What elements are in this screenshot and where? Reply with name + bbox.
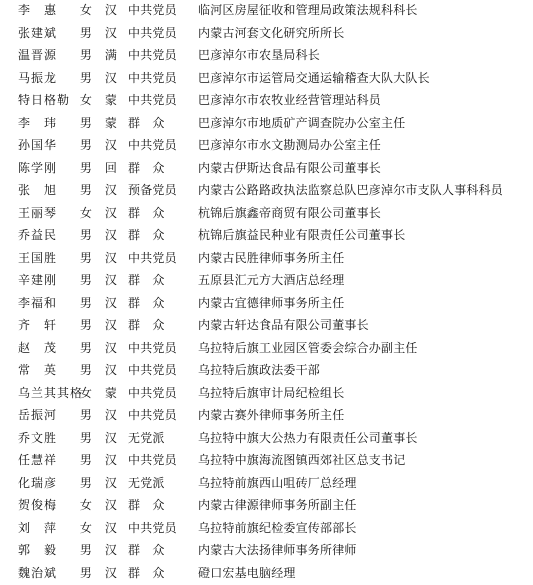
member-gender: 男 [78,26,94,41]
member-party: 中共党员 [128,453,194,468]
member-position: 内蒙古宜德律师事务所主任 [198,296,344,311]
member-party: 中共党员 [128,521,194,536]
list-item [0,23,533,46]
member-gender: 男 [78,273,94,288]
member-name: 赵 茂 [18,341,80,356]
list-item [0,180,533,203]
member-ethnicity: 汉 [103,251,119,266]
member-position: 乌拉特前旗西山咀砖厂总经理 [198,476,357,491]
member-party: 群 众 [128,116,194,131]
member-party: 中共党员 [128,48,194,63]
member-ethnicity: 汉 [103,206,119,221]
member-gender: 男 [78,341,94,356]
member-name: 张建斌 [18,26,80,41]
member-gender: 男 [78,476,94,491]
member-gender: 女 [78,206,94,221]
member-gender: 男 [78,318,94,333]
member-gender: 男 [78,251,94,266]
member-party: 中共党员 [128,251,194,266]
member-gender: 女 [78,521,94,536]
list-item [0,0,533,23]
member-position: 巴彦淖尔市运管局交通运输稽查大队大队长 [198,71,430,86]
member-name: 乔益民 [18,228,80,243]
member-name: 李福和 [18,296,80,311]
member-gender: 男 [78,138,94,153]
list-item [0,158,533,181]
member-position: 杭锦后旗益民种业有限责任公司董事长 [198,228,405,243]
member-position: 临河区房屋征收和管理局政策法规科科长 [198,3,418,18]
member-gender: 女 [78,3,94,18]
list-item [0,203,533,226]
member-position: 内蒙古轩达食品有限公司董事长 [198,318,369,333]
list-item [0,68,533,91]
member-ethnicity: 蒙 [103,116,119,131]
member-gender: 男 [78,431,94,446]
member-position: 内蒙古公路路政执法监察总队巴彦淖尔市支队人事科科员 [198,183,503,198]
member-position: 巴彦淖尔市地质矿产调查院办公室主任 [198,116,405,131]
list-item [0,270,533,293]
member-position: 乌拉特中旗海流图镇西郊社区总支书记 [198,453,405,468]
member-name: 贺俊梅 [18,498,80,513]
member-party: 无党派 [128,476,194,491]
member-party: 中共党员 [128,408,194,423]
member-position: 巴彦淖尔市农牧业经营管理站科员 [198,93,381,108]
member-name: 李 惠 [18,3,80,18]
member-ethnicity: 汉 [103,3,119,18]
member-party: 群 众 [128,566,194,581]
member-position: 内蒙古律源律师事务所副主任 [198,498,357,513]
member-gender: 男 [78,71,94,86]
member-ethnicity: 汉 [103,363,119,378]
member-name: 马振龙 [18,71,80,86]
member-name: 刘 萍 [18,521,80,536]
list-item [0,293,533,316]
member-position: 乌拉特后旗工业园区管委会综合办副主任 [198,341,418,356]
member-gender: 男 [78,116,94,131]
member-ethnicity: 蒙 [103,93,119,108]
member-ethnicity: 汉 [103,296,119,311]
member-name: 化瑞彦 [18,476,80,491]
member-name: 郭 毅 [18,543,80,558]
member-party: 群 众 [128,296,194,311]
list-item [0,540,533,563]
list-item [0,428,533,451]
member-position: 内蒙古赛外律师事务所主任 [198,408,344,423]
member-ethnicity: 汉 [103,521,119,536]
list-item [0,113,533,136]
member-gender: 男 [78,48,94,63]
list-item [0,315,533,338]
list-item [0,563,533,585]
member-party: 中共党员 [128,71,194,86]
member-ethnicity: 汉 [103,543,119,558]
list-item [0,495,533,518]
member-party: 群 众 [128,161,194,176]
member-position: 磴口宏基电脑经理 [198,566,296,581]
member-party: 中共党员 [128,363,194,378]
member-party: 中共党员 [128,3,194,18]
member-position: 内蒙古民胜律师事务所主任 [198,251,344,266]
member-party: 群 众 [128,206,194,221]
member-name: 孙国华 [18,138,80,153]
member-position: 五原县汇元方大酒店总经理 [198,273,344,288]
member-party: 中共党员 [128,93,194,108]
list-item [0,135,533,158]
member-ethnicity: 回 [103,161,119,176]
list-item [0,45,533,68]
member-gender: 男 [78,543,94,558]
member-ethnicity: 汉 [103,431,119,446]
member-party: 预备党员 [128,183,194,198]
member-name: 陈学刚 [18,161,80,176]
member-name: 辛建刚 [18,273,80,288]
member-name: 李 玮 [18,116,80,131]
member-name: 岳振河 [18,408,80,423]
member-position: 乌拉特后旗政法委干部 [198,363,320,378]
member-gender: 男 [78,566,94,581]
list-item [0,360,533,383]
member-party: 群 众 [128,273,194,288]
member-ethnicity: 汉 [103,138,119,153]
member-ethnicity: 汉 [103,341,119,356]
list-item [0,383,533,406]
member-name: 魏治斌 [18,566,80,581]
list-item [0,225,533,248]
member-gender: 男 [78,408,94,423]
member-party: 中共党员 [128,341,194,356]
member-ethnicity: 汉 [103,453,119,468]
member-gender: 男 [78,228,94,243]
list-item [0,248,533,271]
member-position: 巴彦淖尔市农垦局科长 [198,48,320,63]
member-position: 内蒙古河套文化研究所所长 [198,26,344,41]
member-gender: 女 [78,386,94,401]
member-ethnicity: 汉 [103,566,119,581]
member-gender: 女 [78,93,94,108]
member-name: 任慧祥 [18,453,80,468]
member-party: 群 众 [128,318,194,333]
member-position: 乌拉特前旗纪检委宣传部部长 [198,521,357,536]
member-name: 王国胜 [18,251,80,266]
member-party: 中共党员 [128,138,194,153]
member-ethnicity: 汉 [103,318,119,333]
member-party: 群 众 [128,228,194,243]
member-ethnicity: 蒙 [103,386,119,401]
member-position: 乌拉特中旗大公热力有限责任公司董事长 [198,431,418,446]
member-position: 内蒙古伊斯达食品有限公司董事长 [198,161,381,176]
member-name: 常 英 [18,363,80,378]
member-ethnicity: 汉 [103,183,119,198]
member-party: 中共党员 [128,386,194,401]
member-party: 群 众 [128,498,194,513]
member-gender: 男 [78,363,94,378]
list-item [0,90,533,113]
member-name: 齐 轩 [18,318,80,333]
member-ethnicity: 满 [103,48,119,63]
member-party: 中共党员 [128,26,194,41]
member-ethnicity: 汉 [103,273,119,288]
member-party: 群 众 [128,543,194,558]
member-name: 张 旭 [18,183,80,198]
list-item [0,450,533,473]
list-item [0,518,533,541]
member-ethnicity: 汉 [103,408,119,423]
member-position: 乌拉特后旗审计局纪检组长 [198,386,344,401]
member-name: 乔文胜 [18,431,80,446]
member-gender: 男 [78,161,94,176]
member-name: 王丽琴 [18,206,80,221]
member-position: 内蒙古大法扬律师事务所律师 [198,543,357,558]
member-gender: 男 [78,183,94,198]
list-item [0,338,533,361]
member-ethnicity: 汉 [103,476,119,491]
member-ethnicity: 汉 [103,26,119,41]
member-gender: 男 [78,296,94,311]
member-name: 乌兰其其格 [18,386,80,401]
list-item [0,405,533,428]
member-gender: 女 [78,498,94,513]
member-ethnicity: 汉 [103,228,119,243]
member-position: 巴彦淖尔市水文勘测局办公室主任 [198,138,381,153]
member-name: 温晋源 [18,48,80,63]
member-party: 无党派 [128,431,194,446]
member-ethnicity: 汉 [103,71,119,86]
list-item [0,473,533,496]
member-name: 特日格勒 [18,93,80,108]
member-ethnicity: 汉 [103,498,119,513]
member-position: 杭锦后旗鑫帝商贸有限公司董事长 [198,206,381,221]
member-gender: 男 [78,453,94,468]
